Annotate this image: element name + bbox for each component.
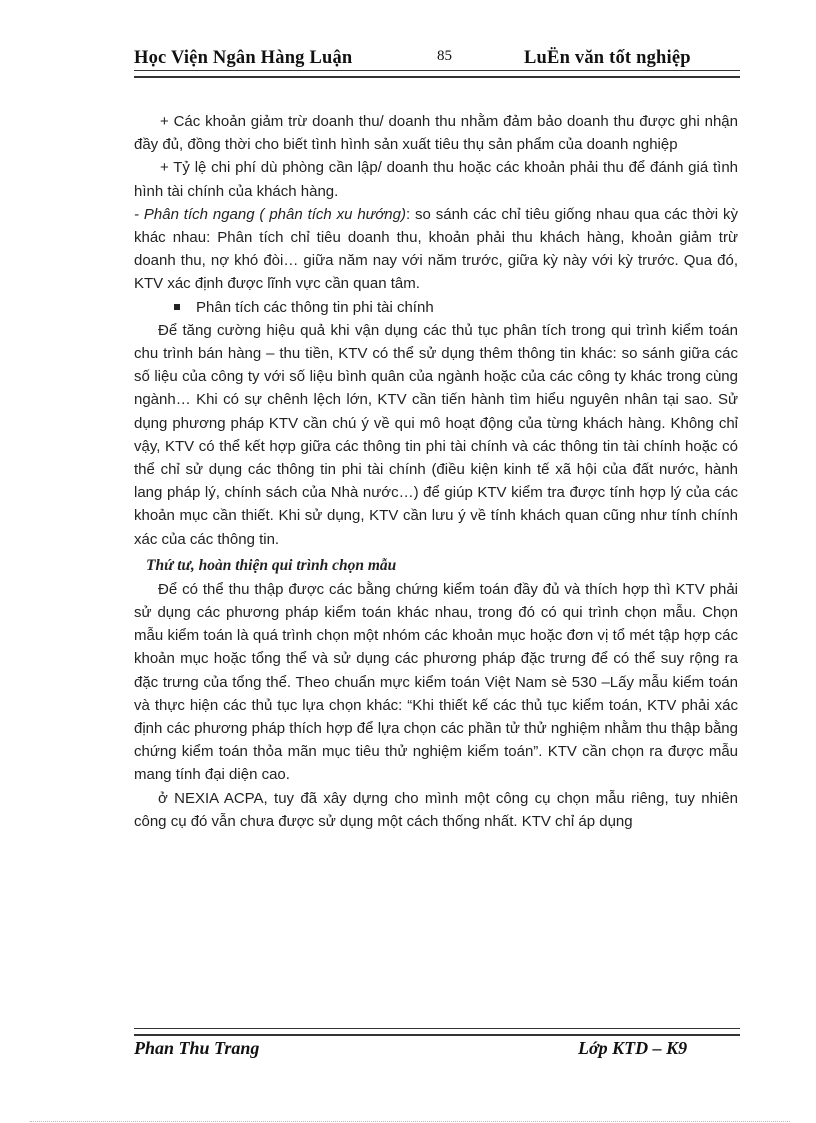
- paragraph-sampling: Để có thể thu thập được các bằng chứng kiểm toán đầy đủ và thích hợp thì KTV phải sử dụng các phương pháp kiểm toán khác nhau, trong đó có qui trình chọn mẫu. Chọn mẫu kiểm toán là quá trình chọn một nhóm các khoản mục hoặc đơn vị tổ mét tập hợp các khoản mục hoặc tổng thể và sử dụng các phương pháp đặc trưng để có thể suy rộng ra đặc trưng của tổng thể. Theo chuẩn mực kiểm toán Việt Nam sè 530 –Lấy mẫu kiểm toán và thực hiện các thủ tục lựa chọn khác: “Khi thiết kế các thủ tục kiểm toán, KTV phải xác định các phương pháp thích hợp để lựa chọn các phần tử thử nghiệm nhằm thu thập bằng chứng kiểm toán thỏa mãn mục tiêu thử nghiệm kiểm toán”. KTV cần chọn ra được mẫu mang tính đại diện cao.: [134, 580, 738, 784]
- page-header: [134, 46, 740, 70]
- horizontal-analysis-text: : so sánh các chỉ tiêu giống nhau qua các thời kỳ khác nhau: Phân tích chỉ tiêu doanh thu, khoản phải thu khách hàng, khoản giảm trừ doanh thu, nợ khó đòi… giữa năm nay với năm trước, giữa kỳ này với kỳ trước. Qua đó, KTV xác định được lĩnh vực cần quan tâm.: [134, 205, 738, 293]
- page-footer: [134, 1038, 740, 1062]
- square-bullet-icon: [174, 304, 180, 310]
- paragraph-nexia: ở NEXIA ACPA, tuy đã xây dựng cho mình một công cụ chọn mẫu riêng, tuy nhiên công cụ đó vẫn chưa được sử dụng một cách thống nhất. KTV chỉ áp dụng: [134, 789, 738, 830]
- paragraph-horizontal-analysis: [134, 203, 738, 296]
- paragraph-non-financial: Để tăng cường hiệu quả khi vận dụng các thủ tục phân tích trong qui trình kiểm toán chu trình bán hàng – thu tiền, KTV có thể sử dụng thêm thông tin khác: so sánh giữa các số liệu của công ty với số liệu bình quân của ngành hoặc của các công ty khác trong cùng ngành… Khi có sự chênh lệch lớn, KTV cần tiến hành tìm hiểu nguyên nhân tại sao. Sử dụng phương pháp KTV cần chú ý về qui mô hoạt động của từng khách hàng. Không chỉ vậy, KTV có thể kết hợp giữa các thông tin phi tài chính và các thông tin tài chính hoặc có thể chỉ sử dụng các thông tin phi tài chính (điều kiện kinh tế xã hội của đất nước, hành lang pháp lý, chính sách của Nhà nước…) để giúp KTV kiểm tra được tính hợp lý của các khoản mục cần thiết. Khi sử dụng, KTV cần lưu ý về tính khách quan cũng như tính chính xác của các thông tin.: [134, 321, 738, 548]
- page-number: 85: [437, 48, 452, 64]
- page-body: [134, 110, 738, 833]
- footer-rule: [134, 1028, 740, 1036]
- page-edge-divider: [30, 1121, 790, 1122]
- header-left-title: Học Viện Ngân Hàng Luận: [134, 48, 353, 68]
- horizontal-analysis-term: - Phân tích ngang ( phân tích xu hướng): [134, 205, 406, 223]
- bullet-item: [134, 296, 738, 319]
- paragraph-deductions: + Các khoản giảm trừ doanh thu/ doanh thu nhằm đảm bảo doanh thu được ghi nhận đầy đủ, đồng thời cho biết tình hình sản xuất tiêu thụ sản phẩm của doanh nghiệp: [134, 113, 738, 154]
- footer-class: Lớp KTD – K9: [578, 1038, 688, 1058]
- header-rule: [134, 70, 740, 78]
- footer-author: Phan Thu Trang: [134, 1038, 260, 1058]
- paragraph-provision-ratio: + Tỷ lệ chi phí dù phòng cần lập/ doanh thu hoặc các khoản phải thu để đánh giá tình hình tài chính của khách hàng.: [134, 159, 738, 200]
- bullet-text: Phân tích các thông tin phi tài chính: [196, 298, 434, 316]
- section-heading: Thứ tư, hoàn thiện qui trình chọn mẫu: [146, 556, 397, 574]
- header-right-title: LuËn văn tốt nghiệp: [524, 48, 691, 68]
